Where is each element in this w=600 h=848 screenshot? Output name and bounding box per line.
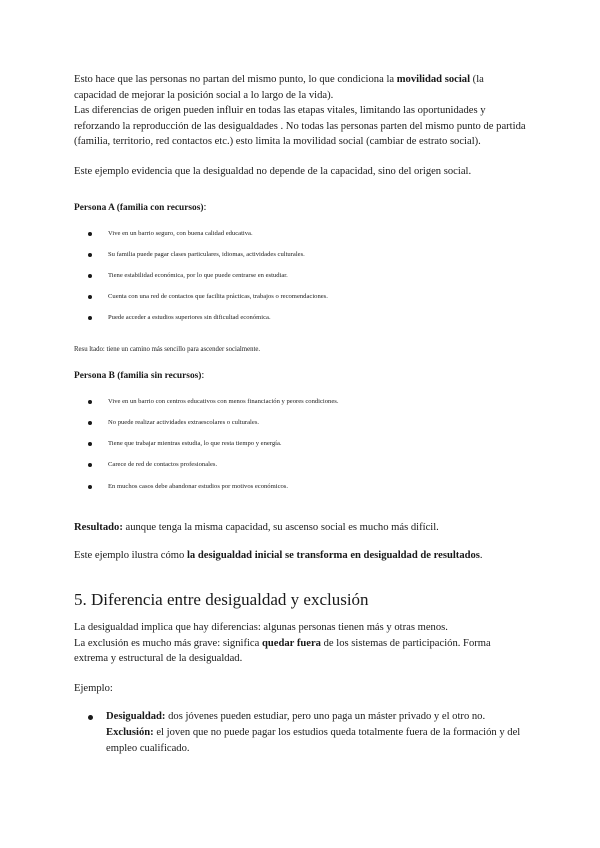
intro-paragraph-2: Las diferencias de origen pueden influir en todas las etapas vitales, limitando las oportunidades y reforzando la reproducción de las desigualdades . No todas las personas parten del mismo punto de partida (familia, territorio, red contactos etc.) esto limita la movilidad social (cambiar de estrato social). [74, 105, 526, 147]
section-5-paragraph-2: La exclusión es mucho más grave: significa quedar fuera de los sistemas de participación. Forma extrema y estructural de la desigualdad. [74, 637, 491, 664]
persona-a-heading: Persona A (familia con recursos): [74, 202, 207, 213]
section-5-paragraph-1: La desigualdad implica que hay diferencias: algunas personas tienen más y otras menos. [74, 622, 448, 633]
list-item: No puede realizar actividades extraescolares o culturales. [74, 418, 526, 428]
persona-a-section [74, 200, 526, 356]
persona-b-heading: Persona B (familia sin recursos): [74, 370, 205, 381]
example-list [74, 709, 526, 757]
list-item: Desigualdad: dos jóvenes pueden estudiar, pero uno paga un máster privado y el otro no. Exclusión: el joven que no puede pagar los estudios queda totalmente fuera de la formación y del empleo cualificado. [74, 709, 526, 757]
list-item: Vive en un barrio seguro, con buena calidad educativa. [74, 229, 526, 239]
list-item: Puede acceder a estudios superiores sin dificultad económica. [74, 313, 526, 323]
list-item: Cuenta con una red de contactos que facilita prácticas, trabajos o recomendaciones. [74, 292, 526, 302]
list-item: Tiene que trabajar mientras estudia, lo que resta tiempo y energía. [74, 439, 526, 449]
persona-b-list [74, 397, 526, 492]
list-item: Su familia puede pagar clases particulares, idiomas, actividades culturales. [74, 250, 526, 260]
list-item: Tiene estabilidad económica, por lo que puede centrarse en estudiar. [74, 271, 526, 281]
list-item: Carece de red de contactos profesionales. [74, 460, 526, 470]
result-conclusion: Este ejemplo ilustra cómo la desigualdad inicial se transforma en desigualdad de resultados. [74, 549, 483, 561]
list-item: Vive en un barrio con centros educativos con menos financiación y peores condiciones. [74, 397, 526, 407]
persona-a-list [74, 229, 526, 323]
section-5 [74, 589, 526, 757]
result-section [74, 520, 526, 563]
persona-b-section [74, 368, 526, 492]
list-item: En muchos casos debe abandonar estudios por motivos económicos. [74, 482, 526, 492]
intro-paragraph-1: Esto hace que las personas no partan del mismo punto, lo que condiciona la movilidad social (la capacidad de mejorar la posición social a lo largo de la vida). [74, 74, 484, 101]
intro-section [74, 72, 526, 179]
result-paragraph: Resultado: aunque tenga la misma capacidad, su ascenso social es mucho más difícil. [74, 522, 439, 533]
section-title: 5. Diferencia entre desigualdad y exclusión [74, 590, 369, 609]
persona-a-summary: Resu ltado: tiene un camino más sencillo para ascender socialmente. [74, 345, 261, 353]
intro-paragraph-3: Este ejemplo evidencia que la desigualdad no depende de la capacidad, sino del origen social. [74, 165, 472, 177]
example-label: Ejemplo: [74, 682, 113, 694]
